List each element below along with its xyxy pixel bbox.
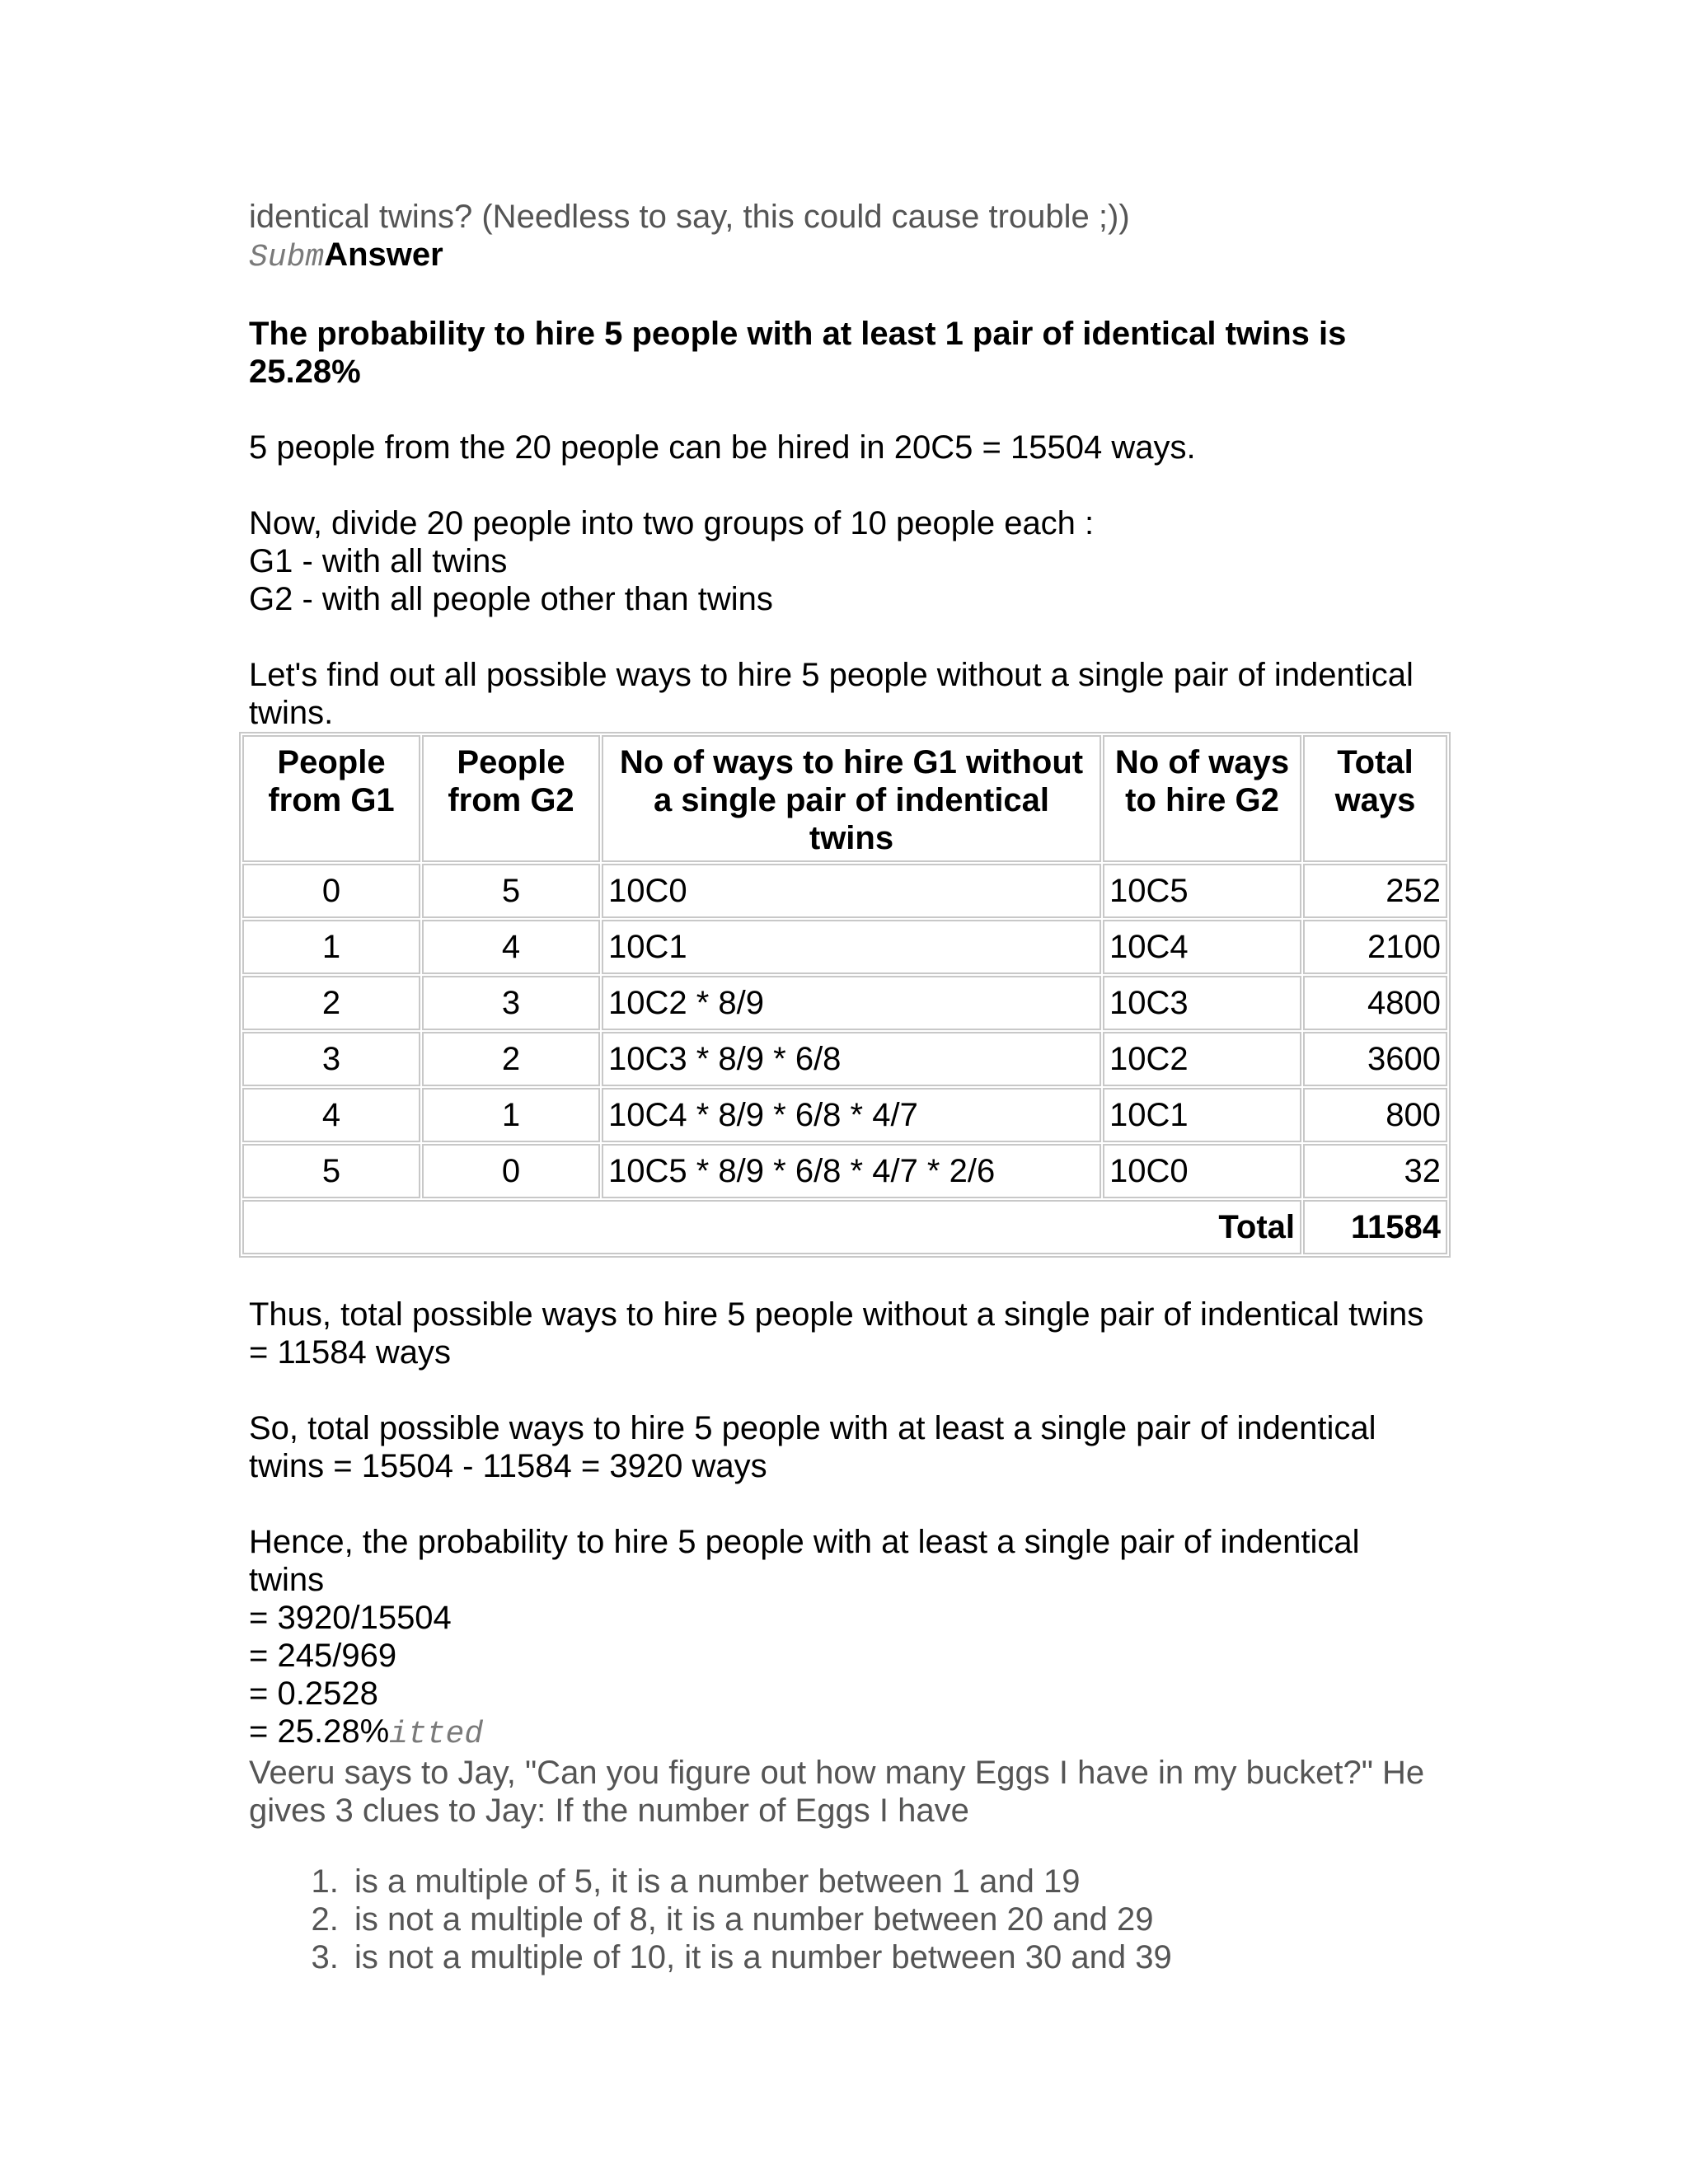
- so-line-1: So, total possible ways to hire 5 people with at least a single pair of indentical: [249, 1410, 1376, 1446]
- cell-g1: 4: [242, 1088, 420, 1142]
- table-row: [242, 1032, 1447, 1086]
- table-header-row: [242, 735, 1447, 862]
- headline-line-2: 25.28%: [249, 354, 361, 390]
- document-page: [249, 198, 1452, 1976]
- cell-total: 32: [1303, 1144, 1447, 1198]
- find-ways-line-2: twins.: [249, 695, 334, 731]
- submit-prefix: Subm: [249, 240, 325, 275]
- next-question-line-1: Veeru says to Jay, "Can you figure out how many Eggs I have in my bucket?" He: [249, 1755, 1425, 1791]
- final-value: = 25.28%: [249, 1713, 390, 1750]
- cell-total: 252: [1303, 864, 1447, 918]
- table-row: [242, 864, 1447, 918]
- so-line-2: twins = 15504 - 11584 = 3920 ways: [249, 1448, 767, 1484]
- cell-g1: 0: [242, 864, 420, 918]
- cell-g2: 3: [422, 976, 600, 1030]
- table-row: [242, 920, 1447, 974]
- cell-g1: 2: [242, 976, 420, 1030]
- answer-label: Answer: [324, 237, 443, 273]
- header-ways-g2: No of ways to hire G2: [1103, 735, 1301, 862]
- submit-answer-line: [249, 236, 1452, 277]
- thus-line-2: = 11584 ways: [249, 1334, 451, 1371]
- cell-ways-g1: 10C4 * 8/9 * 6/8 * 4/7: [602, 1088, 1101, 1142]
- cell-ways-g2: 10C5: [1103, 864, 1301, 918]
- total-value: 11584: [1303, 1200, 1447, 1254]
- cell-g2: 2: [422, 1032, 600, 1086]
- list-item: 3. is not a multiple of 10, it is a number between 30 and 39: [348, 1938, 1452, 1976]
- final-value-line: [249, 1713, 1452, 1754]
- cell-total: 3600: [1303, 1032, 1447, 1086]
- groups-line-1: Now, divide 20 people into two groups of 10 people each :: [249, 505, 1095, 541]
- table-total-row: [242, 1200, 1447, 1254]
- total-label: Total: [242, 1200, 1301, 1254]
- cell-g1: 5: [242, 1144, 420, 1198]
- hence-line-2: twins: [249, 1562, 325, 1598]
- cell-ways-g1: 10C3 * 8/9 * 6/8: [602, 1032, 1101, 1086]
- groups-line-3: G2 - with all people other than twins: [249, 581, 773, 617]
- hence-line-4: = 245/969: [249, 1638, 397, 1674]
- intro-line: identical twins? (Needless to say, this could cause trouble ;)): [249, 199, 1130, 235]
- cell-g1: 3: [242, 1032, 420, 1086]
- cell-total: 4800: [1303, 976, 1447, 1030]
- groups-line-2: G1 - with all twins: [249, 543, 508, 579]
- cell-ways-g1: 10C0: [602, 864, 1101, 918]
- table-row: [242, 1144, 1447, 1198]
- cell-ways-g2: 10C3: [1103, 976, 1301, 1030]
- list-item: 1. is a multiple of 5, it is a number between 1 and 19: [348, 1863, 1452, 1900]
- cell-ways-g2: 10C1: [1103, 1088, 1301, 1142]
- header-ways-g1: No of ways to hire G1 without a single pair of indentical twins: [602, 735, 1101, 862]
- list-item: 2. is not a multiple of 8, it is a number between 20 and 29: [348, 1900, 1452, 1938]
- cell-g2: 4: [422, 920, 600, 974]
- header-people-g1: People from G1: [242, 735, 420, 862]
- cell-total: 800: [1303, 1088, 1447, 1142]
- cell-g2: 0: [422, 1144, 600, 1198]
- cell-ways-g1: 10C1: [602, 920, 1101, 974]
- hence-line-5: = 0.2528: [249, 1675, 378, 1712]
- header-total-ways: Total ways: [1303, 735, 1447, 862]
- cell-ways-g2: 10C0: [1103, 1144, 1301, 1198]
- cell-total: 2100: [1303, 920, 1447, 974]
- cell-ways-g1: 10C2 * 8/9: [602, 976, 1101, 1030]
- thus-line-1: Thus, total possible ways to hire 5 people without a single pair of indentical twins: [249, 1296, 1424, 1333]
- cell-g2: 1: [422, 1088, 600, 1142]
- cell-g1: 1: [242, 920, 420, 974]
- cell-g2: 5: [422, 864, 600, 918]
- submit-suffix: itted: [389, 1717, 484, 1752]
- hence-line-1: Hence, the probability to hire 5 people with at least a single pair of indentical: [249, 1524, 1360, 1560]
- cell-ways-g1: 10C5 * 8/9 * 6/8 * 4/7 * 2/6: [602, 1144, 1101, 1198]
- ways-table: [239, 732, 1451, 1258]
- cell-ways-g2: 10C4: [1103, 920, 1301, 974]
- table-row: [242, 976, 1447, 1030]
- clues-list: [249, 1863, 1452, 1976]
- hence-line-3: = 3920/15504: [249, 1600, 452, 1636]
- find-ways-line-1: Let's find out all possible ways to hire 5 people without a single pair of indentical: [249, 657, 1414, 693]
- header-people-g2: People from G2: [422, 735, 600, 862]
- next-question-line-2: gives 3 clues to Jay: If the number of Eggs I have: [249, 1793, 969, 1829]
- table-row: [242, 1088, 1447, 1142]
- combinations-line: 5 people from the 20 people can be hired in 20C5 = 15504 ways.: [249, 429, 1196, 466]
- cell-ways-g2: 10C2: [1103, 1032, 1301, 1086]
- headline-line-1: The probability to hire 5 people with at least 1 pair of identical twins is: [249, 316, 1347, 352]
